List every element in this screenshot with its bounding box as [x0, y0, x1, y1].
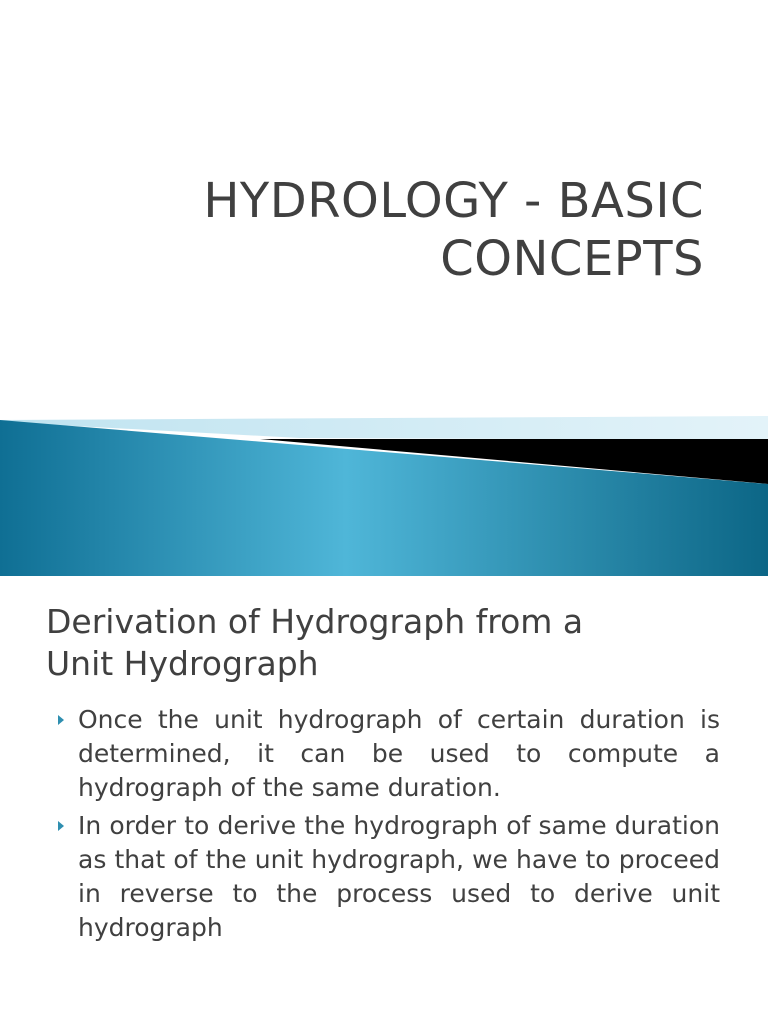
- triangle-bullet-icon: [58, 821, 64, 831]
- bullet-item: [58, 809, 720, 945]
- bullet-item: [58, 703, 720, 805]
- content-slide: [0, 576, 768, 1024]
- bullet-text: In order to derive the hydrograph of same duration as that of the unit hydrograph, we have to proceed in reverse to the process used to derive unit hydrograph: [78, 811, 720, 942]
- triangle-bullet-icon: [58, 715, 64, 725]
- title-line-1: HYDROLOGY - BASIC: [203, 173, 704, 229]
- heading-line-1: Derivation of Hydrograph from a: [46, 602, 584, 641]
- decorative-wave-band: [0, 410, 768, 576]
- bullet-text: Once the unit hydrograph of certain duration is determined, it can be used to compute a hydrograph of the same duration.: [78, 705, 720, 802]
- slide-heading: [46, 601, 746, 685]
- heading-line-2: Unit Hydrograph: [46, 644, 319, 683]
- slide-title: [104, 172, 704, 288]
- bullet-list: [58, 703, 720, 949]
- title-line-2: CONCEPTS: [440, 231, 704, 287]
